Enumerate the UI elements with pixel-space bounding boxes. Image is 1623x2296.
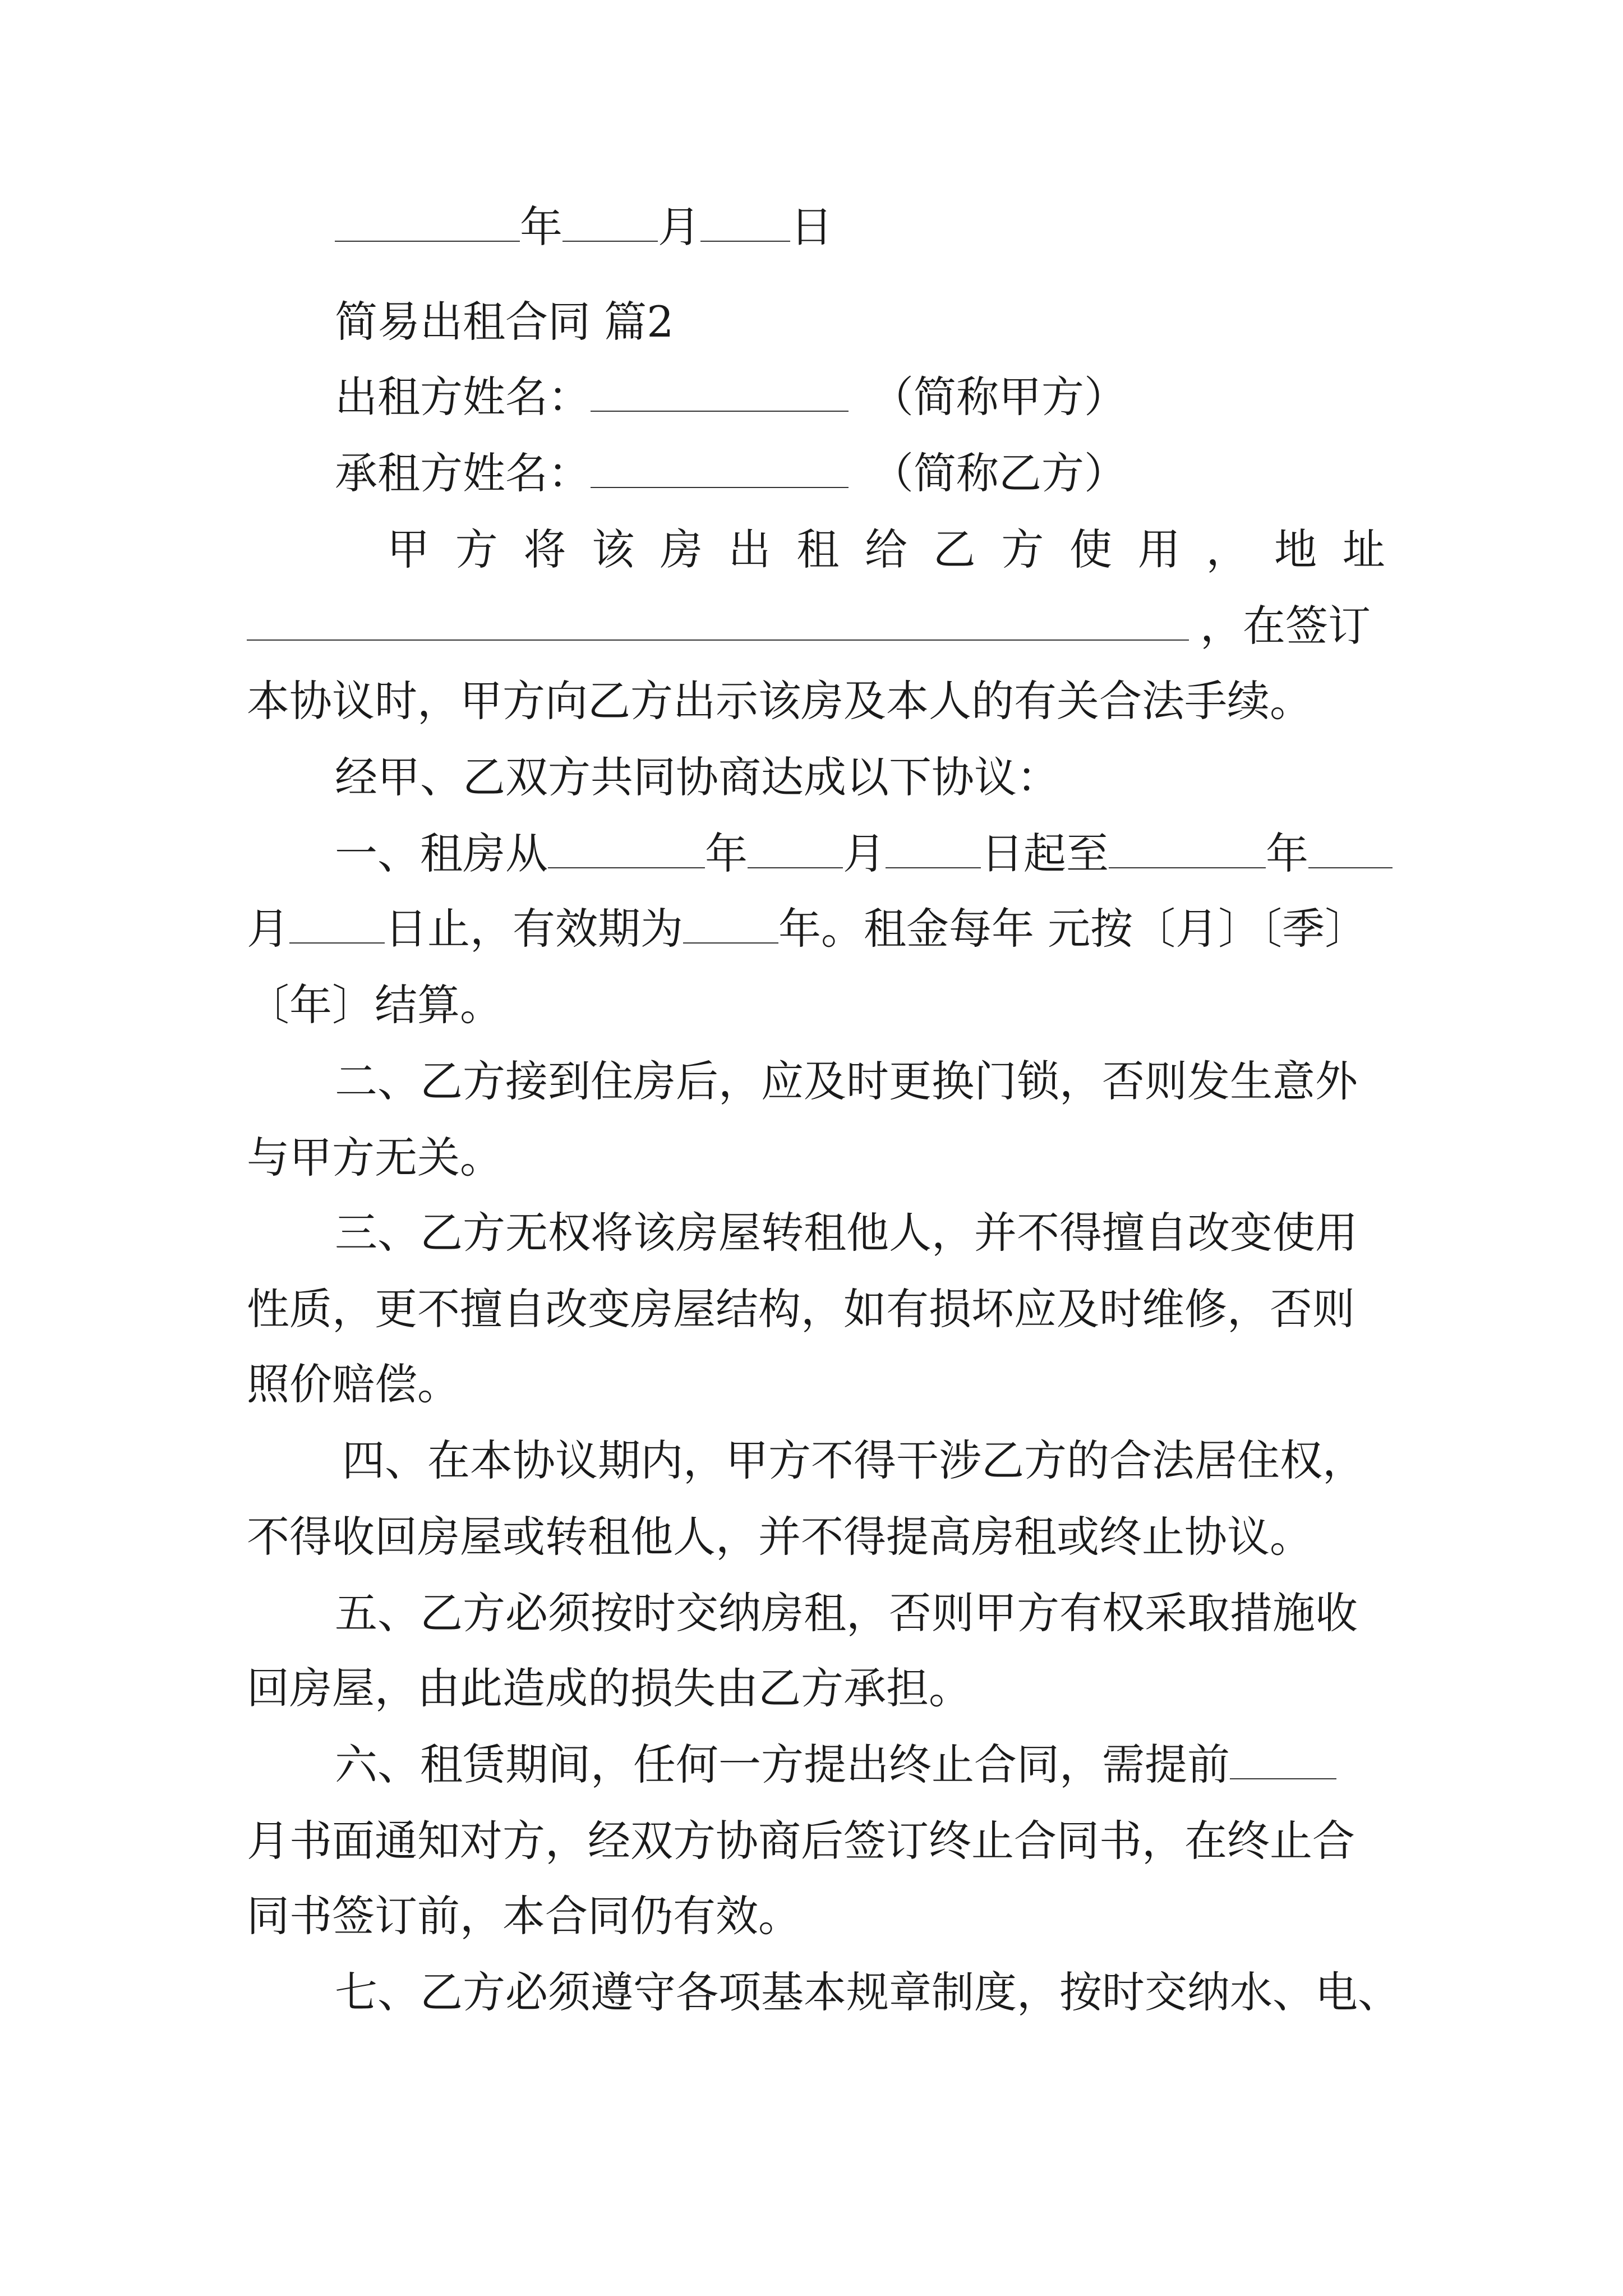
- intro-char: 址: [1342, 524, 1385, 574]
- landlord-line: [335, 370, 1176, 424]
- date-line: [335, 200, 1008, 254]
- intro-line-2: [247, 599, 1424, 653]
- day-label: 日: [790, 202, 833, 252]
- clause-3-line-2: 性质，更不擅自改变房屋结构，如有损坏应及时维修，否则: [247, 1284, 1355, 1334]
- clause1-text: 年。租金每年 元按〔月〕〔季〕: [778, 904, 1368, 954]
- tenant-line: [335, 447, 1176, 500]
- end-month-blank: [1308, 830, 1393, 868]
- clause1-text: 年: [1266, 829, 1308, 878]
- clause-1-line-1: [335, 827, 1400, 881]
- intro-line-3: 本协议时，甲方向乙方出示该房及本人的有关合法手续。: [247, 676, 1312, 726]
- intro-char: 方: [455, 524, 498, 574]
- intro-char: 租: [796, 524, 840, 574]
- clause-3-line-1: 三、乙方无权将该房屋转租他人，并不得擅自改变使用: [335, 1208, 1358, 1258]
- intro-char: 将: [523, 524, 566, 574]
- year-blank: [335, 204, 520, 242]
- tenant-label: 承租方姓名：: [335, 448, 591, 498]
- landlord-suffix: （简称甲方）: [871, 372, 1127, 422]
- notice-months-blank: [1230, 1741, 1336, 1779]
- clause-7-line-1: 七、乙方必须遵守各项基本规章制度，按时交纳水、电、: [335, 1967, 1400, 2017]
- start-month-blank: [748, 830, 843, 868]
- end-day-blank: [289, 905, 385, 944]
- clause1-text: 月: [247, 904, 289, 954]
- landlord-name-blank: [591, 374, 849, 412]
- month-blank: [562, 204, 658, 242]
- intro-char: 给: [864, 524, 907, 574]
- start-day-blank: [886, 830, 981, 868]
- clause-3-line-3: 照价赔偿。: [247, 1359, 460, 1409]
- intro-char: 甲: [387, 524, 430, 574]
- clause-1-line-3: 〔年〕结算。: [247, 980, 502, 1030]
- clause1-text: 月: [843, 829, 886, 878]
- clause-6-line-3: 同书签订前，本合同仍有效。: [247, 1891, 801, 1941]
- tenant-suffix: （简称乙方）: [871, 448, 1127, 498]
- intro-char: 该: [592, 524, 635, 574]
- intro-char: 方: [1001, 524, 1044, 574]
- clause1-text: 一、租房从: [335, 829, 548, 878]
- year-label: 年: [520, 202, 562, 252]
- month-label: 月: [658, 202, 700, 252]
- tenant-name-blank: [591, 450, 849, 488]
- intro-char: 出: [728, 524, 771, 574]
- clause1-text: 日起至: [981, 829, 1109, 878]
- document-title: 简易出租合同 篇2: [335, 297, 674, 347]
- intro-line2-suffix: ，在签订: [1200, 601, 1371, 651]
- agreement-lead: 经甲、乙双方共同协商达成以下协议：: [335, 752, 1059, 802]
- clause-4-line-2: 不得收回房屋或转租他人，并不得提高房租或终止协议。: [247, 1512, 1312, 1562]
- clause-6-line-2: 月书面通知对方，经双方协商后签订终止合同书，在终止合: [247, 1816, 1355, 1866]
- clause-4-line-1: 四、在本协议期内，甲方不得干涉乙方的合法居住权，: [342, 1435, 1365, 1485]
- end-year-blank: [1109, 830, 1266, 868]
- landlord-label: 出租方姓名：: [335, 372, 591, 422]
- address-blank: [247, 602, 1189, 641]
- intro-char: 用: [1137, 524, 1181, 574]
- intro-char: 使: [1069, 524, 1113, 574]
- term-years-blank: [683, 905, 778, 944]
- clause-2-line-2: 与甲方无关。: [247, 1133, 502, 1182]
- clause-2-line-1: 二、乙方接到住房后，应及时更换门锁，否则发生意外: [335, 1056, 1358, 1106]
- intro-char: 地: [1274, 524, 1317, 574]
- clause6-text: 六、租赁期间，任何一方提出终止合同，需提前: [335, 1740, 1230, 1789]
- intro-char: 房: [660, 524, 703, 574]
- clause-5-line-1: 五、乙方必须按时交纳房租，否则甲方有权采取措施收: [335, 1588, 1358, 1638]
- clause-1-line-2: [247, 902, 1424, 956]
- day-blank: [700, 204, 790, 242]
- clause1-text: 日止，有效期为: [385, 904, 683, 954]
- start-year-blank: [548, 830, 705, 868]
- intro-line-1: [387, 523, 1385, 577]
- clause1-text: 年: [705, 829, 748, 878]
- clause-5-line-2: 回房屋，由此造成的损失由乙方承担。: [247, 1663, 971, 1713]
- intro-char: 乙: [933, 524, 976, 574]
- intro-char: ，: [1206, 524, 1249, 574]
- clause-6-line-1: [335, 1738, 1456, 1792]
